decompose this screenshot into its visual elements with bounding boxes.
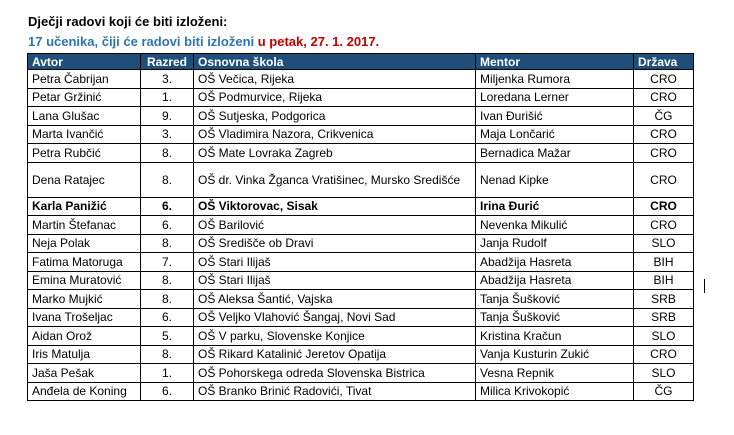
cell-school: OŠ Stari Ilijaš: [194, 253, 476, 272]
cell-author: Emina Muratović: [28, 271, 141, 290]
cell-mentor: Irina Đurić: [476, 197, 634, 216]
cell-grade: 3.: [141, 125, 194, 144]
table-row: [28, 144, 694, 163]
table-row: [28, 290, 694, 309]
table-row: [28, 216, 694, 235]
cell-country: CRO: [634, 88, 694, 107]
cell-school: OŠ Večica, Rijeka: [194, 70, 476, 89]
cell-school: OŠ Rikard Katalinić Jeretov Opatija: [194, 345, 476, 364]
cell-author: Petar Gržinić: [28, 88, 141, 107]
cell-mentor: Miljenka Rumora: [476, 70, 634, 89]
cell-grade: 8.: [141, 290, 194, 309]
cell-grade: 8.: [141, 271, 194, 290]
cell-country: SRB: [634, 308, 694, 327]
table-row: [28, 271, 694, 290]
cell-grade: 1.: [141, 364, 194, 383]
header-mentor: Mentor: [476, 54, 634, 70]
cell-grade: 6.: [141, 216, 194, 235]
cell-country: SLO: [634, 364, 694, 383]
cell-grade: 8.: [141, 234, 194, 253]
cell-country: BIH: [634, 253, 694, 272]
cell-author: Aidan Orož: [28, 327, 141, 346]
cell-school: OŠ Aleksa Šantić, Vajska: [194, 290, 476, 309]
table-header-row: [28, 54, 694, 70]
cell-mentor: Abadžija Hasreta: [476, 253, 634, 272]
cell-author: Karla Panižić: [28, 197, 141, 216]
table-row: [28, 70, 694, 89]
cell-mentor: Abadžija Hasreta: [476, 271, 634, 290]
exhibition-table: [27, 53, 694, 401]
cell-mentor: Bernadica Mažar: [476, 144, 634, 163]
cell-country: SLO: [634, 234, 694, 253]
cell-school: OŠ Mate Lovraka Zagreb: [194, 144, 476, 163]
cell-grade: 8.: [141, 144, 194, 163]
cell-author: Ivana Trošeljac: [28, 308, 141, 327]
cell-school: OŠ Pohorskega odreda Slovenska Bistrica: [194, 364, 476, 383]
table-row: [28, 253, 694, 272]
cell-author: Lana Glušac: [28, 107, 141, 126]
table-row: [28, 345, 694, 364]
cell-school: OŠ Sutjeska, Podgorica: [194, 107, 476, 126]
header-country: Država: [634, 54, 694, 70]
cell-country: CRO: [634, 125, 694, 144]
cell-author: Dena Ratajec: [28, 162, 141, 197]
cell-author: Fatima Matoruga: [28, 253, 141, 272]
cell-country: CRO: [634, 197, 694, 216]
cell-mentor: Vesna Repnik: [476, 364, 634, 383]
cell-mentor: Tanja Šušković: [476, 290, 634, 309]
cell-grade: 6.: [141, 382, 194, 401]
cell-author: Neja Polak: [28, 234, 141, 253]
cell-author: Anđela de Koning: [28, 382, 141, 401]
table-row: [28, 162, 694, 197]
header-school: Osnovna škola: [194, 54, 476, 70]
cell-country: CRO: [634, 162, 694, 197]
table-row: [28, 308, 694, 327]
cell-country: ČG: [634, 382, 694, 401]
cell-mentor: Nevenka Mikulić: [476, 216, 634, 235]
cell-author: Marta Ivančić: [28, 125, 141, 144]
cell-country: CRO: [634, 144, 694, 163]
cell-mentor: Milica Krivokopić: [476, 382, 634, 401]
cell-author: Martin Štefanac: [28, 216, 141, 235]
cell-country: CRO: [634, 345, 694, 364]
table-row: [28, 364, 694, 383]
cell-author: Iris Matulja: [28, 345, 141, 364]
cell-author: Jaša Pešak: [28, 364, 141, 383]
cell-school: OŠ Branko Brinić Radovići, Tivat: [194, 382, 476, 401]
cell-mentor: Ivan Đurišić: [476, 107, 634, 126]
table-row: [28, 125, 694, 144]
cell-school: OŠ Stari Ilijaš: [194, 271, 476, 290]
subtitle-date-text: u petak, 27. 1. 2017.: [257, 34, 380, 49]
cell-school: OŠ Središče ob Dravi: [194, 234, 476, 253]
cell-grade: 8.: [141, 345, 194, 364]
cell-country: CRO: [634, 70, 694, 89]
cell-mentor: Nenad Kipke: [476, 162, 634, 197]
cell-grade: 5.: [141, 327, 194, 346]
cell-country: SRB: [634, 290, 694, 309]
cell-author: Petra Rubčić: [28, 144, 141, 163]
table-row: [28, 107, 694, 126]
table-row: [28, 327, 694, 346]
cell-mentor: Loredana Lerner: [476, 88, 634, 107]
cell-grade: 3.: [141, 70, 194, 89]
table-row: [28, 234, 694, 253]
cell-country: CRO: [634, 216, 694, 235]
cell-mentor: Vanja Kusturin Zukić: [476, 345, 634, 364]
page-title: Dječji radovi koji će biti izloženi:: [28, 14, 228, 29]
cell-school: OŠ Veljko Vlahović Šangaj, Novi Sad: [194, 308, 476, 327]
cell-school: OŠ dr. Vinka Žganca Vratišinec, Mursko Središće: [194, 162, 476, 197]
cell-author: Marko Mujkić: [28, 290, 141, 309]
cell-school: OŠ V parku, Slovenske Konjice: [194, 327, 476, 346]
table-row: [28, 88, 694, 107]
cell-mentor: Tanja Šušković: [476, 308, 634, 327]
cell-author: Petra Čabrijan: [28, 70, 141, 89]
table-row: [28, 197, 694, 216]
cell-grade: 6.: [141, 308, 194, 327]
header-author: Avtor: [28, 54, 141, 70]
cell-school: OŠ Vladimira Nazora, Crikvenica: [194, 125, 476, 144]
cell-mentor: Kristina Kračun: [476, 327, 634, 346]
subtitle: [28, 34, 379, 49]
cell-grade: 7.: [141, 253, 194, 272]
header-grade: Razred: [141, 54, 194, 70]
subtitle-count-text: 17 učenika, čiji će radovi biti izloženi: [28, 34, 258, 49]
cell-school: OŠ Podmurvice, Rijeka: [194, 88, 476, 107]
cell-school: OŠ Barilović: [194, 216, 476, 235]
cell-country: SLO: [634, 327, 694, 346]
cell-grade: 9.: [141, 107, 194, 126]
cell-grade: 6.: [141, 197, 194, 216]
cell-school: OŠ Viktorovac, Sisak: [194, 197, 476, 216]
cell-country: BIH: [634, 271, 694, 290]
cell-grade: 8.: [141, 162, 194, 197]
cell-mentor: Maja Lončarić: [476, 125, 634, 144]
table-row: [28, 382, 694, 401]
cell-grade: 1.: [141, 88, 194, 107]
cell-country: ČG: [634, 107, 694, 126]
text-cursor: [704, 279, 705, 293]
cell-mentor: Janja Rudolf: [476, 234, 634, 253]
